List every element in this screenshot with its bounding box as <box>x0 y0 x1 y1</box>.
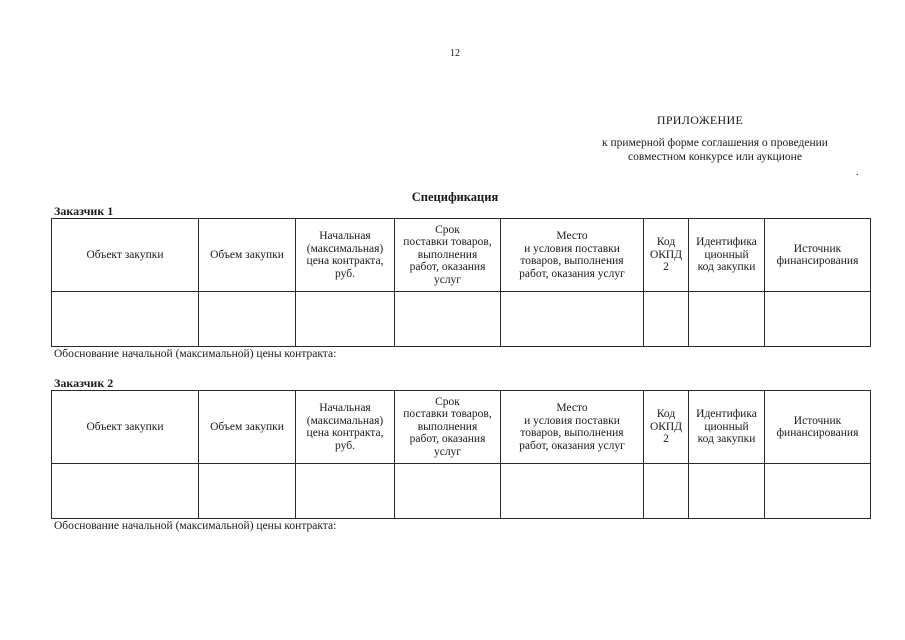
col-volume: Объем закупки <box>199 219 296 292</box>
cell-object <box>52 292 199 347</box>
spec-table-2 <box>51 390 871 519</box>
col-place: Место и условия поставки товаров, выполнения работ, оказания услуг <box>501 219 644 292</box>
col-object: Объект закупки <box>52 219 199 292</box>
table-row <box>52 292 871 347</box>
appendix-mark: . <box>856 166 859 178</box>
customer-2-label: Заказчик 2 <box>54 376 114 390</box>
col-okpd: Код ОКПД 2 <box>644 219 689 292</box>
col-source: Источник финансирования <box>765 391 871 464</box>
cell-place <box>501 292 644 347</box>
cell-price <box>296 292 395 347</box>
col-okpd: Код ОКПД 2 <box>644 391 689 464</box>
table-row <box>52 464 871 519</box>
spec-title: Спецификация <box>411 190 499 204</box>
customer-1-label: Заказчик 1 <box>54 204 114 218</box>
cell-id <box>689 464 765 519</box>
col-place: Место и условия поставки товаров, выполнения работ, оказания услуг <box>501 391 644 464</box>
col-price: Начальная (максимальная) цена контракта, руб. <box>296 219 395 292</box>
header-row <box>52 391 871 464</box>
cell-source <box>765 464 871 519</box>
col-volume: Объем закупки <box>199 391 296 464</box>
cell-id <box>689 292 765 347</box>
col-id: Идентифика ционный код закупки <box>689 219 765 292</box>
col-id: Идентифика ционный код закупки <box>689 391 765 464</box>
spec-table-1 <box>51 218 871 347</box>
cell-okpd <box>644 292 689 347</box>
col-source: Источник финансирования <box>765 219 871 292</box>
cell-price <box>296 464 395 519</box>
page-number: 12 <box>450 48 460 59</box>
cell-place <box>501 464 644 519</box>
cell-term <box>395 292 501 347</box>
cell-term <box>395 464 501 519</box>
header-row <box>52 219 871 292</box>
cell-source <box>765 292 871 347</box>
col-price: Начальная (максимальная) цена контракта, руб. <box>296 391 395 464</box>
col-term: Срок поставки товаров, выполнения работ, оказания услуг <box>395 219 501 292</box>
cell-okpd <box>644 464 689 519</box>
col-object: Объект закупки <box>52 391 199 464</box>
col-term: Срок поставки товаров, выполнения работ, оказания услуг <box>395 391 501 464</box>
justification-1: Обоснование начальной (максимальной) цены контракта: <box>54 348 337 360</box>
appendix-title: ПРИЛОЖЕНИЕ <box>656 113 744 127</box>
appendix-subtitle: к примерной форме соглашения о проведении совместном конкурсе или аукционе <box>602 137 828 163</box>
cell-volume <box>199 464 296 519</box>
cell-object <box>52 464 199 519</box>
justification-2: Обоснование начальной (максимальной) цены контракта: <box>54 520 337 532</box>
cell-volume <box>199 292 296 347</box>
